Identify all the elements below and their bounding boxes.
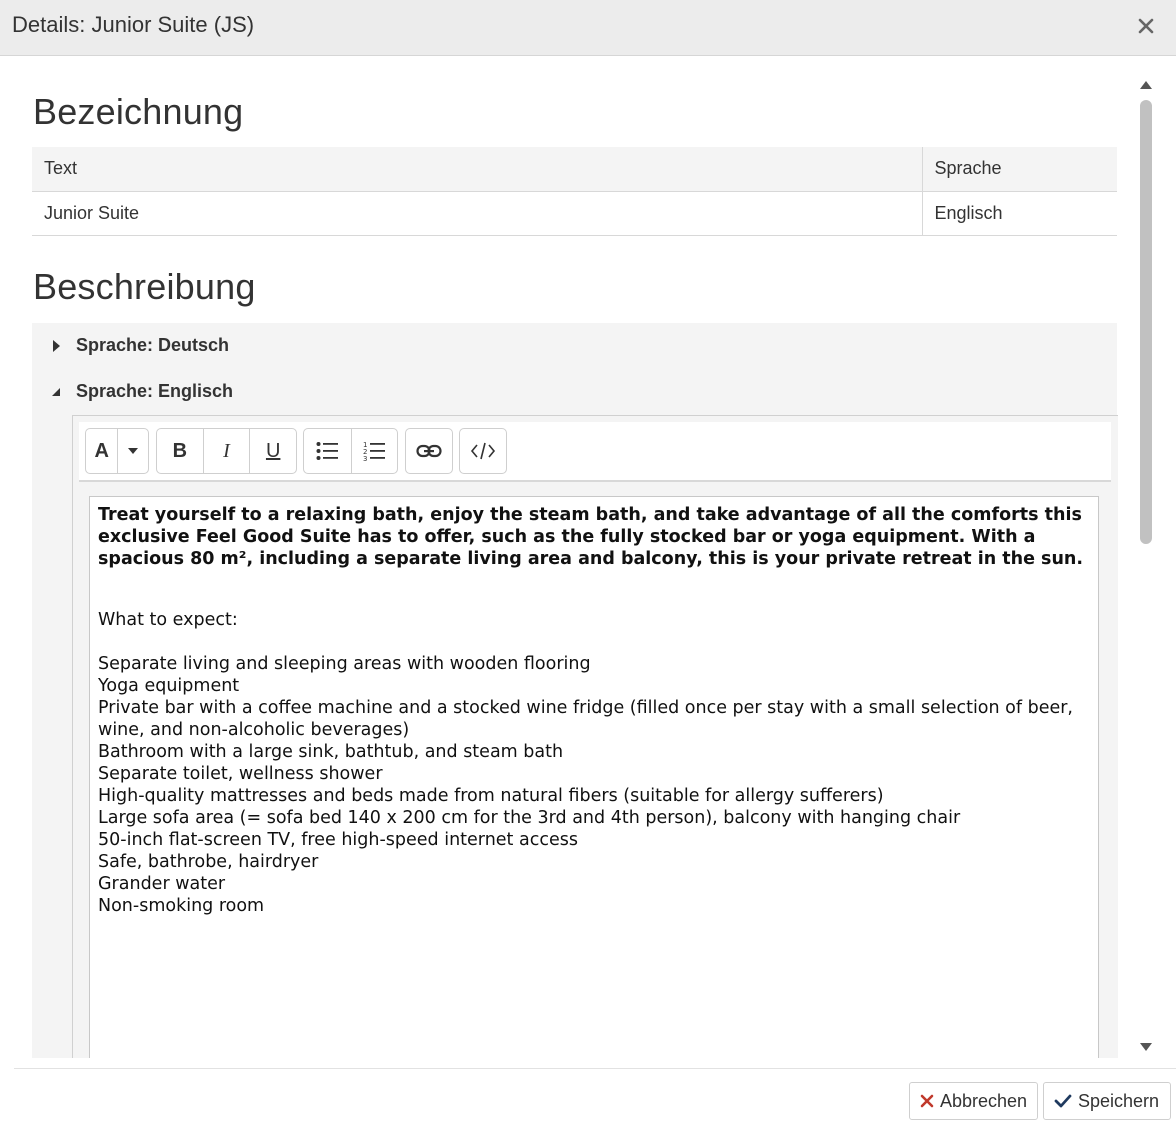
list-item: Separate toilet, wellness shower (98, 764, 383, 784)
column-header-text[interactable]: Text (32, 147, 922, 191)
close-button[interactable] (1132, 12, 1160, 40)
bullet-list-icon (316, 441, 338, 461)
checkmark-icon (1054, 1094, 1072, 1108)
dialog-title: Details: Junior Suite (JS) (12, 12, 255, 37)
list-item: 50-inch flat-screen TV, free high-speed internet access (98, 830, 578, 850)
list-item: Non-smoking room (98, 896, 265, 916)
cancel-x-icon (920, 1094, 934, 1108)
italic-button[interactable]: I (204, 429, 251, 473)
caret-down-icon (50, 384, 66, 400)
underline-button[interactable]: U (265, 439, 281, 462)
expect-heading: What to expect: (98, 610, 238, 630)
list-item: Private bar with a coffee machine and a stocked wine fridge (filled once per stay with a small selection of beer, wine, and non-alcoholic beverages) (98, 698, 1073, 740)
accordion-header-deutsch[interactable] (50, 335, 229, 356)
beschreibung-panel (32, 323, 1117, 1058)
dialog-content[interactable] (0, 57, 1136, 1058)
dialog-titlebar (0, 0, 1176, 56)
save-button[interactable] (1043, 1082, 1171, 1120)
link-icon (416, 444, 442, 458)
scroll-thumb[interactable] (1140, 100, 1152, 544)
bullet-list-button[interactable] (304, 429, 352, 473)
list-item: Bathroom with a large sink, bathtub, and steam bath (98, 742, 564, 762)
table-header-row (32, 147, 1117, 191)
numbered-list-button[interactable] (352, 429, 398, 473)
source-code-button[interactable] (460, 429, 506, 473)
editor-toolbar (79, 422, 1111, 482)
insert-link-button[interactable] (406, 429, 452, 473)
caret-right-icon (50, 338, 66, 354)
list-item: Separate living and sleeping areas with wooden flooring (98, 654, 591, 674)
bezeichnung-table (32, 147, 1117, 236)
format-group (156, 428, 297, 474)
list-item: Grander water (98, 874, 226, 894)
code-group (459, 428, 507, 474)
list-group (303, 428, 398, 474)
chevron-down-icon (127, 447, 139, 455)
accordion-label-englisch: Sprache: Englisch (76, 381, 234, 401)
cell-sprache[interactable]: Englisch (922, 191, 1117, 235)
list-item: Yoga equipment (98, 676, 240, 696)
accordion-label-deutsch: Sprache: Deutsch (76, 335, 230, 355)
link-group (405, 428, 453, 474)
table-row[interactable] (32, 191, 1117, 235)
vertical-scrollbar[interactable] (1136, 74, 1156, 1060)
font-color-dropdown[interactable] (118, 429, 148, 473)
description-intro: Treat yourself to a relaxing bath, enjoy the steam bath, and take advantage of all the comforts this exclusive Feel Good Suite has to offer, such as the fully stocked bar or yoga equipment. With a spacious 80 m², including a separate living area and balcony, this is your private retreat in the sun. (98, 505, 1084, 569)
list-item: Large sofa area (= sofa bed 140 x 200 cm for the 3rd and 4th person), balcony with hanging chair (98, 808, 961, 828)
rich-text-editor (72, 415, 1118, 1058)
list-item: High-quality mattresses and beds made from natural fibers (suitable for allergy sufferers) (98, 786, 884, 806)
editor-text-area[interactable] (89, 496, 1099, 1058)
save-label: Speichern (1078, 1090, 1160, 1111)
svg-text:3: 3 (363, 455, 368, 462)
beschreibung-heading: Beschreibung (33, 266, 256, 307)
list-item: Safe, bathrobe, hairdryer (98, 852, 319, 872)
cell-text[interactable]: Junior Suite (32, 191, 922, 235)
footer-divider (14, 1068, 1176, 1069)
close-icon (1138, 18, 1154, 34)
scroll-down-arrow-icon[interactable] (1139, 1042, 1153, 1052)
dialog-footer (0, 1068, 1176, 1129)
accordion-header-englisch[interactable] (50, 381, 233, 402)
cancel-label: Abbrechen (940, 1090, 1028, 1111)
bezeichnung-heading: Bezeichnung (33, 91, 244, 132)
code-icon (470, 442, 496, 460)
scroll-up-arrow-icon[interactable] (1139, 80, 1153, 90)
bold-button[interactable]: B (157, 429, 204, 473)
font-color-group (85, 428, 149, 474)
cancel-button[interactable] (909, 1082, 1038, 1120)
svg-text:2: 2 (363, 448, 368, 456)
numbered-list-icon (363, 440, 385, 462)
column-header-sprache[interactable]: Sprache (922, 147, 1117, 191)
font-color-button[interactable]: A (86, 429, 118, 473)
svg-text:1: 1 (363, 441, 368, 449)
